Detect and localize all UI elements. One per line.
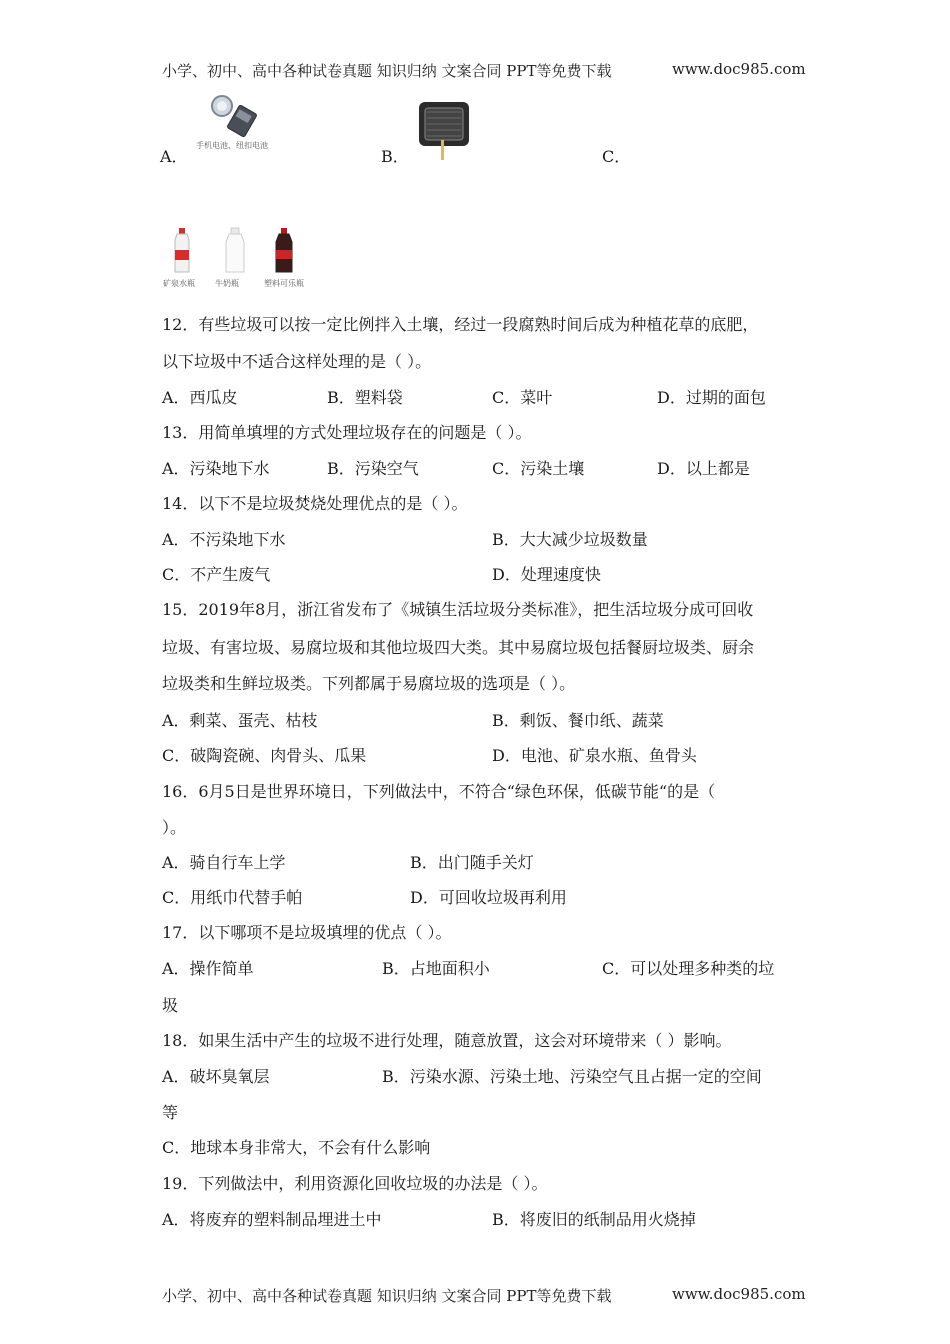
q15-option-b: B．剩饭、餐巾纸、蔬菜 [492,711,664,730]
q11-option-b: B． [381,147,409,166]
q14-option-d: D．处理速度快 [492,565,601,584]
bottle-caption-1: 矿泉水瓶 [163,279,195,288]
q15-option-a: A．剩菜、蛋壳、枯枝 [162,711,318,730]
q13-option-b: B．污染空气 [327,459,419,478]
q12-option-b: B．塑料袋 [327,388,403,407]
q16-option-c: C．用纸巾代替手帕 [162,888,303,907]
q16-option-b: B．出门随手关灯 [410,853,534,872]
q13-stem: 13．用简单填埋的方式处理垃圾存在的问题是（ ）。 [162,423,532,442]
q12-option-d: D．过期的面包 [657,388,766,407]
q11-option-c: C． [602,147,631,166]
q16-stem-line1: 16．6月5日是世界环境日，下列做法中，不符合“绿色环保，低碳节能“的是（ [162,782,716,801]
header-text: 小学、初中、高中各种试卷真题 知识归纳 文案合同 PPT等免费下载 [162,62,612,80]
q16-option-a: A．骑自行车上学 [162,853,286,872]
q12-option-c: C．菜叶 [492,388,553,407]
battery-caption: 手机电池、纽扣电池 [196,141,268,150]
q15-stem-line2: 垃圾、有害垃圾、易腐垃圾和其他垃圾四大类。其中易腐垃圾包括餐厨垃圾类、厨余 [162,638,755,657]
header-url[interactable]: www.doc985.com [672,60,806,78]
q19-option-b: B．将废旧的纸制品用火烧掉 [492,1210,696,1229]
q18-option-b-wrap: 等 [162,1103,179,1122]
q17-option-b: B．占地面积小 [382,959,490,978]
q16-option-d: D．可回收垃圾再利用 [410,888,567,907]
q11-option-a: A． [160,147,188,166]
q12-stem-line1: 12．有些垃圾可以按一定比例拌入土壤，经过一段腐熟时间后成为种植花草的底肥， [162,315,759,334]
q18-option-a: A．破坏臭氧层 [162,1067,270,1086]
q15-stem-line3: 垃圾类和生鲜垃圾类。下列都属于易腐垃圾的选项是（ ）。 [162,674,576,693]
bottle-caption-2: 牛奶瓶 [215,279,239,288]
q17-option-a: A．操作简单 [162,959,254,978]
q14-option-a: A．不污染地下水 [162,530,286,549]
q12-option-a: A．西瓜皮 [162,388,238,407]
bottle-caption-3: 塑料可乐瓶 [264,279,304,288]
q14-stem: 14．以下不是垃圾焚烧处理优点的是（ ）。 [162,494,468,513]
q12-stem-line2: 以下垃圾中不适合这样处理的是（ ）。 [162,352,432,371]
q18-option-b: B．污染水源、污染土地、污染空气且占据一定的空间 [382,1067,762,1086]
footer-url[interactable]: www.doc985.com [672,1285,806,1303]
q19-stem: 19．下列做法中，利用资源化回收垃圾的办法是（ ）。 [162,1174,548,1193]
q17-option-c-wrap: 圾 [162,996,179,1015]
footer-text: 小学、初中、高中各种试卷真题 知识归纳 文案合同 PPT等免费下载 [162,1287,612,1305]
q13-option-c: C．污染土壤 [492,459,585,478]
bottles-icon [160,226,320,276]
q16-stem-line2: ）。 [162,818,187,837]
q18-stem: 18．如果生活中产生的垃圾不进行处理，随意放置，这会对环境带来（ ）影响。 [162,1031,732,1050]
q15-option-d: D．电池、矿泉水瓶、鱼骨头 [492,746,697,765]
lunchbox-icon [417,100,471,160]
q15-stem-line1: 15．2019年8月，浙江省发布了《城镇生活垃圾分类标准》，把生活垃圾分成可回收 [162,600,754,619]
q14-option-b: B．大大减少垃圾数量 [492,530,648,549]
q19-option-a: A．将废弃的塑料制品埋进土中 [162,1210,382,1229]
q13-option-a: A．污染地下水 [162,459,270,478]
q13-option-d: D．以上都是 [657,459,750,478]
q18-option-c: C．地球本身非常大，不会有什么影响 [162,1138,431,1157]
q17-stem: 17．以下哪项不是垃圾填埋的优点（ ）。 [162,923,452,942]
lunchbox-image [417,100,471,160]
q15-option-c: C．破陶瓷碗、肉骨头、瓜果 [162,746,367,765]
q14-option-c: C．不产生废气 [162,565,271,584]
q17-option-c: C．可以处理多种类的垃 [602,959,775,978]
